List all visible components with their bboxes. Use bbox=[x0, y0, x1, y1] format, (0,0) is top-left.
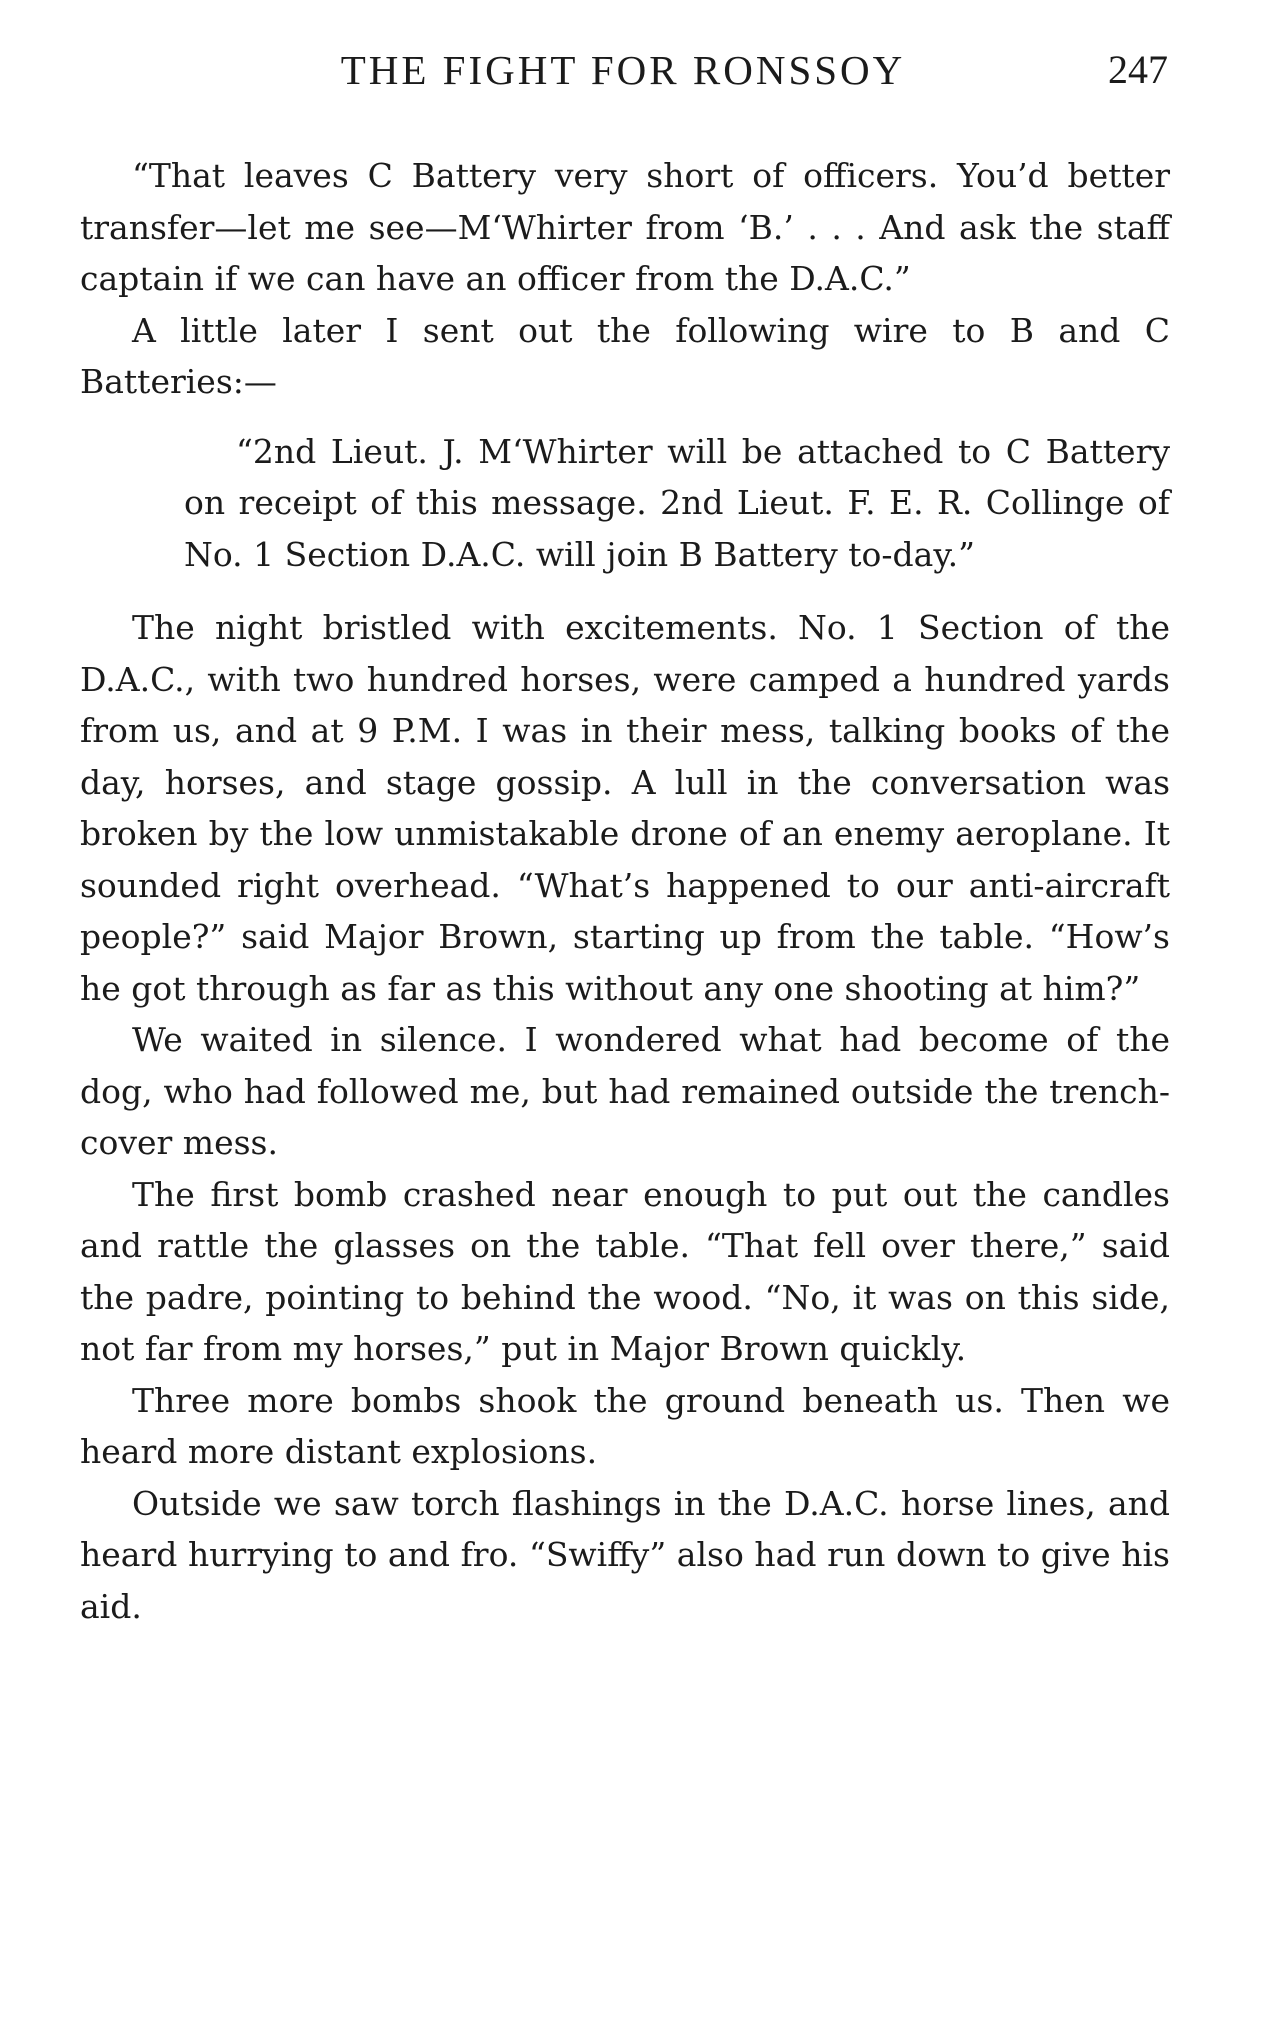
telegram-text: “2nd Lieut. J. M‘Whirter will be attached to C Battery on receipt of this message. 2nd Lieut. F. E. R. Collinge of No. 1 Section D.A.C. will join B Battery to-day.” bbox=[184, 431, 1170, 574]
running-title: THE FIGHT FOR RONSSOY bbox=[340, 47, 906, 93]
paragraph-3: The night bristled with excitements. No. 1 Section of the D.A.C., with two hundred horses, were camped a hundred yards from us, and at 9 P.M. I was in their mess, talking books of the day, horses, and stage gossip. A lull in the conversation was broken by the low unmistakable drone of an enemy aeroplane. It sounded right overhead. “What’s happened to our anti-aircraft people?” said Major Brown, starting up from the table. “How’s he got through as far as this without any one shooting at him?” bbox=[80, 608, 1170, 1008]
paragraph-4: We waited in silence. I wondered what had become of the dog, who had followed me, but had remained outside the trench-cover mess. bbox=[80, 1020, 1170, 1162]
paragraph-5: The first bomb crashed near enough to put out the candles and rattle the glasses on the table. “That fell over there,” said the padre, pointing to behind the wood. “No, it was on this side, not far from my horses,” put in Major Brown quickly. bbox=[80, 1174, 1170, 1368]
paragraph-1: “That leaves C Battery very short of officers. You’d better transfer—let me see—M‘Whirter from ‘B.’ . . . And ask the staff captain if we can have an officer from the D.A.C.” bbox=[80, 156, 1170, 298]
telegram-quote bbox=[80, 426, 1170, 581]
paragraph-2: A little later I sent out the following wire to B and C Batteries:— bbox=[80, 310, 1170, 401]
running-head bbox=[78, 42, 1168, 98]
body-text bbox=[80, 150, 1170, 1632]
paragraph-7: Outside we saw torch flashings in the D.A.C. horse lines, and heard hurrying to and fro. “Swiffy” also had run down to give his aid. bbox=[80, 1483, 1170, 1626]
page-number: 247 bbox=[1108, 47, 1168, 92]
paragraph-6: Three more bombs shook the ground beneath us. Then we heard more distant explosions. bbox=[80, 1380, 1170, 1471]
